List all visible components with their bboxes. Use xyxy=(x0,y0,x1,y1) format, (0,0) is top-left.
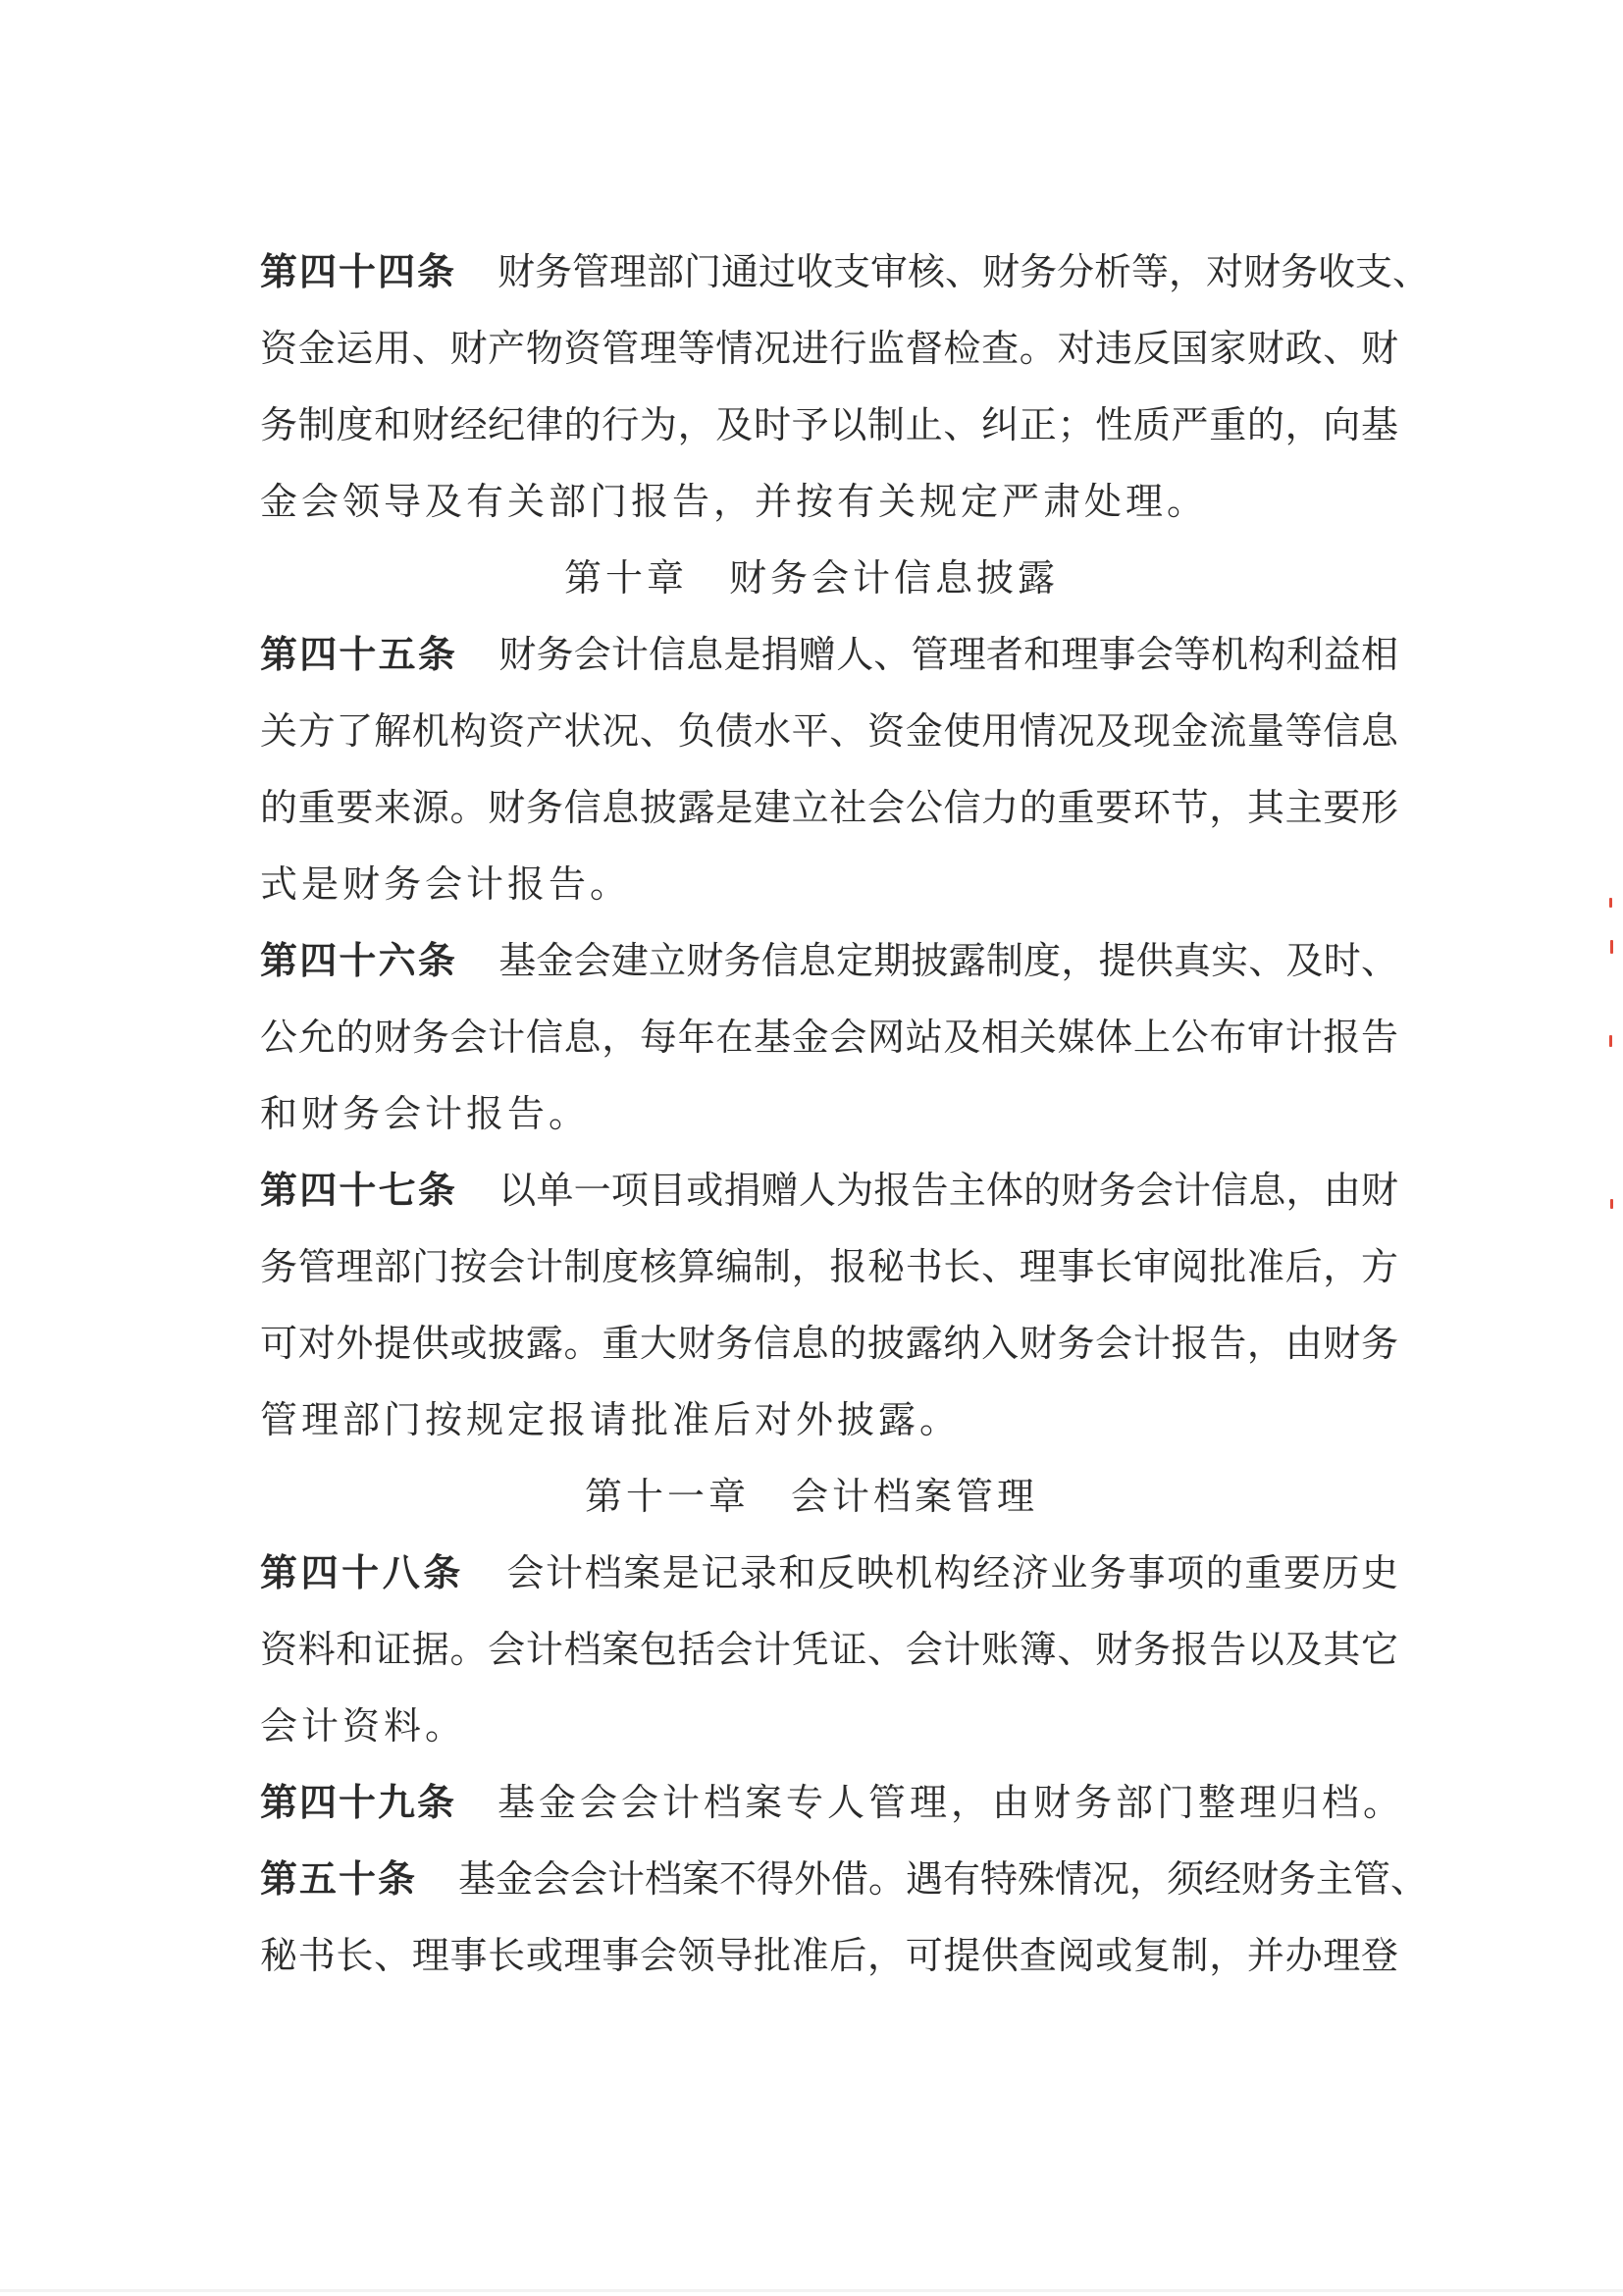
article-45-text-1: 财务会计信息是捐赠人、管理者和理事会等机构利益相 xyxy=(498,633,1398,676)
chapter-10-number: 第十章 xyxy=(563,556,688,600)
seal-edge-mark xyxy=(1610,1199,1613,1209)
seal-edge-mark xyxy=(1609,1035,1612,1047)
article-44-line-3: 务制度和财经纪律的行为，及时予以制止、纠正；性质严重的，向基 xyxy=(260,403,1398,446)
article-50-line-2: 秘书长、理事长或理事会领导批准后，可提供查阅或复制，并办理登 xyxy=(260,1934,1398,1977)
article-50-text-1: 基金会会计档案不得外借。遇有特殊情况，须经财务主管、 xyxy=(458,1857,1429,1901)
article-46-label: 第四十六条 xyxy=(260,938,458,982)
chapter-10-heading xyxy=(0,556,1623,600)
article-50-label: 第五十条 xyxy=(260,1856,418,1901)
article-46-line-1 xyxy=(260,938,1398,982)
article-47-line-1 xyxy=(260,1168,1398,1212)
article-44-line-1 xyxy=(260,249,1431,293)
article-50-line-1 xyxy=(260,1856,1429,1901)
chapter-10-title: 财务会计信息披露 xyxy=(729,556,1060,600)
article-47-label: 第四十七条 xyxy=(260,1168,458,1212)
page-bottom-edge xyxy=(0,2289,1623,2292)
article-49-label: 第四十九条 xyxy=(260,1780,457,1824)
article-45-line-3: 的重要来源。财务信息披露是建立社会公信力的重要环节，其主要形 xyxy=(260,786,1398,829)
article-46-text-1: 基金会建立财务信息定期披露制度，提供真实、及时、 xyxy=(498,939,1398,982)
article-48-line-1 xyxy=(260,1550,1398,1594)
seal-edge-mark xyxy=(1610,940,1613,954)
article-49-text-1: 基金会会计档案专人管理，由财务部门整理归档。 xyxy=(497,1781,1405,1824)
article-44-line-2: 资金运用、财产物资管理等情况进行监督检查。对违反国家财政、财 xyxy=(260,327,1398,370)
chapter-11-number: 第十一章 xyxy=(584,1475,750,1518)
article-45-line-1 xyxy=(260,632,1398,676)
article-49-line-1 xyxy=(260,1780,1405,1824)
article-45-line-4: 式是财务会计报告。 xyxy=(260,862,632,906)
article-46-line-2: 公允的财务会计信息，每年在基金会网站及相关媒体上公布审计报告 xyxy=(260,1016,1398,1059)
chapter-11-heading xyxy=(0,1475,1623,1518)
article-45-label: 第四十五条 xyxy=(260,632,458,676)
chapter-11-title: 会计档案管理 xyxy=(791,1475,1039,1518)
article-47-text-1: 以单一项目或捐赠人为报告主体的财务会计信息，由财 xyxy=(498,1169,1398,1212)
article-48-line-2: 资料和证据。会计档案包括会计凭证、会计账簿、财务报告以及其它 xyxy=(260,1628,1398,1671)
article-47-line-2: 务管理部门按会计制度核算编制，报秘书长、理事长审阅批准后，方 xyxy=(260,1245,1398,1288)
article-44-text-1: 财务管理部门通过收支审核、财务分析等，对财务收支、 xyxy=(497,250,1431,293)
article-45-line-2: 关方了解机构资产状况、负债水平、资金使用情况及现金流量等信息 xyxy=(260,709,1398,753)
article-47-line-4: 管理部门按规定报请批准后对外披露。 xyxy=(260,1398,962,1441)
article-48-label: 第四十八条 xyxy=(260,1550,464,1594)
article-48-line-3: 会计资料。 xyxy=(260,1704,467,1748)
article-48-text-1: 会计档案是记录和反映机构经济业务事项的重要历史 xyxy=(504,1551,1398,1594)
article-46-line-3: 和财务会计报告。 xyxy=(260,1092,591,1135)
seal-edge-mark xyxy=(1609,898,1612,908)
article-44-line-4: 金会领导及有关部门报告，并按有关规定严肃处理。 xyxy=(260,480,1209,523)
article-44-label: 第四十四条 xyxy=(260,249,457,293)
article-47-line-3: 可对外提供或披露。重大财务信息的披露纳入财务会计报告，由财务 xyxy=(260,1322,1398,1365)
